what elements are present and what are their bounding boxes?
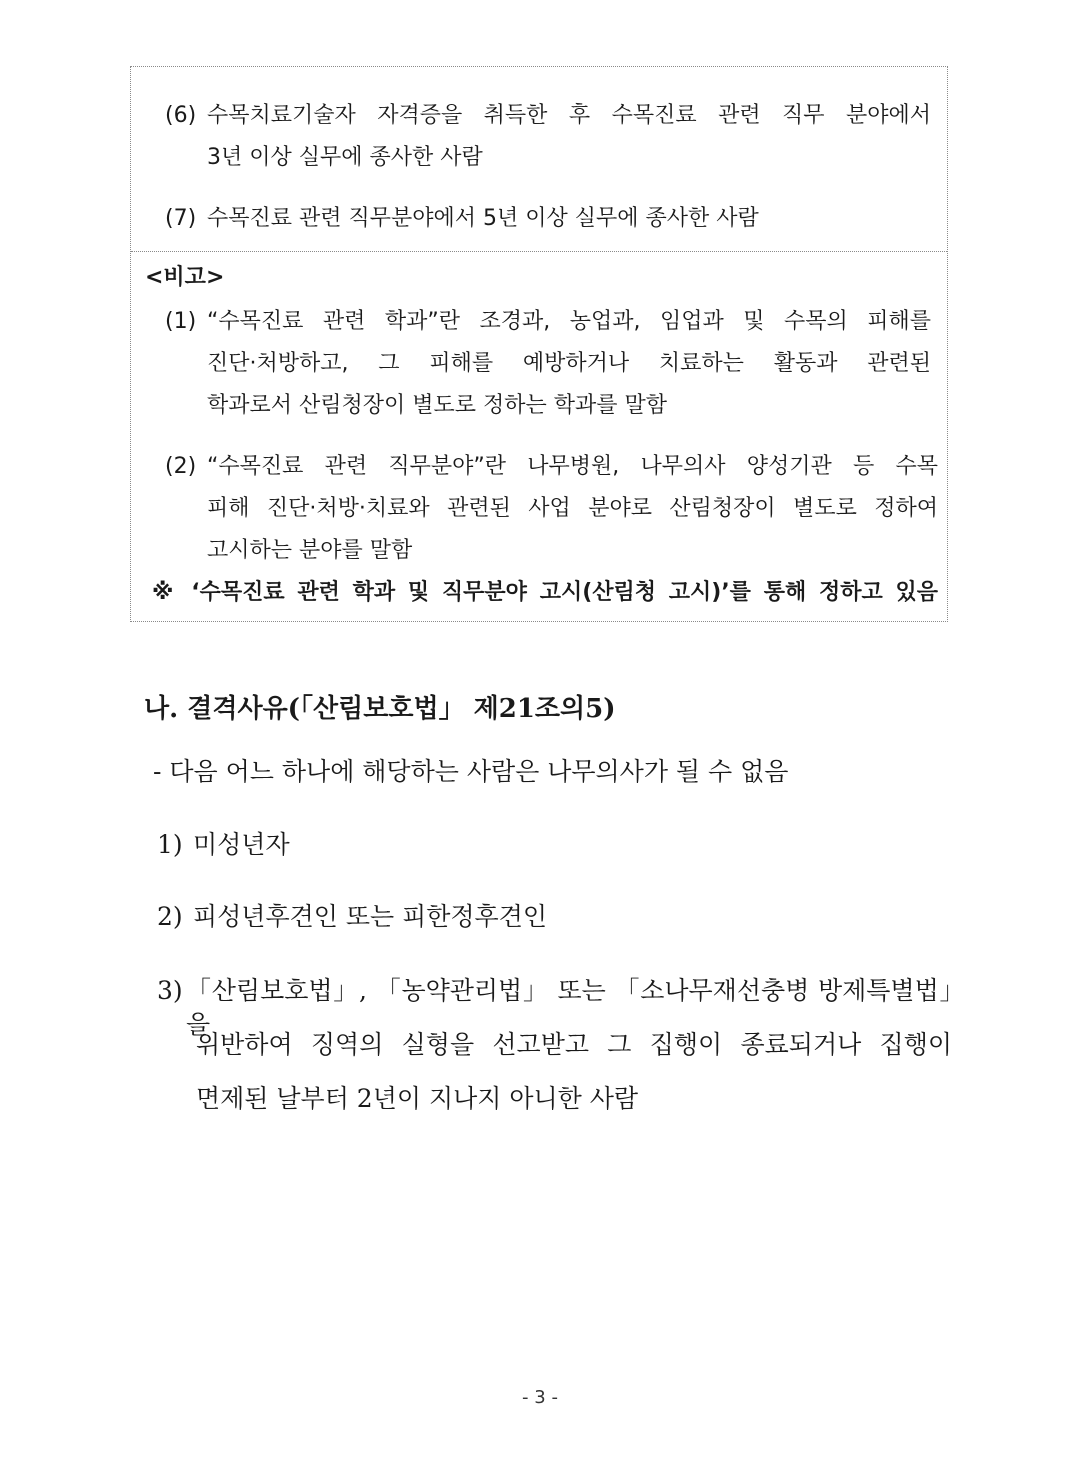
list-item-marker: 1) bbox=[157, 830, 183, 859]
note-marker: (2) bbox=[165, 454, 197, 479]
note-text-line: 고시하는 분야를 말함 bbox=[207, 538, 413, 563]
note-text-line: 진단·처방하고, 그 피해를 예방하거나 치료하는 활동과 관련된 bbox=[207, 351, 931, 376]
box-divider bbox=[131, 251, 947, 252]
page-number: - 3 - bbox=[522, 1387, 558, 1408]
section-intro: - 다음 어느 하나에 해당하는 사람은 나무의사가 될 수 없음 bbox=[153, 757, 789, 786]
note-text-line: 학과로서 산림청장이 별도로 정하는 학과를 말함 bbox=[207, 393, 668, 418]
item-text-line: 수목치료기술자 자격증을 취득한 후 수목진료 관련 직무 분야에서 bbox=[207, 103, 931, 128]
list-item-text: 피성년후견인 또는 피한정후견인 bbox=[193, 902, 547, 931]
note-text-line: “수목진료 관련 직무분야”란 나무병원, 나무의사 양성기관 등 수목 bbox=[207, 454, 938, 479]
list-item-marker: 3) bbox=[157, 976, 183, 1005]
list-item-marker: 2) bbox=[157, 902, 183, 931]
note-text-line: “수목진료 관련 학과”란 조경과, 농업과, 임업과 및 수목의 피해를 bbox=[207, 309, 931, 334]
item-text-line: 수목진료 관련 직무분야에서 5년 이상 실무에 종사한 사람 bbox=[207, 206, 759, 231]
notice-text: ※ ‘수목진료 관련 학과 및 직무분야 고시(산림청 고시)’를 통해 정하고 있음 bbox=[152, 580, 938, 605]
list-item-text: 면제된 날부터 2년이 지나지 아니한 사람 bbox=[196, 1084, 639, 1113]
section-heading: 나. 결격사유(「산림보호법」 제21조의5) bbox=[144, 694, 616, 724]
note-marker: (1) bbox=[165, 309, 197, 334]
remarks-heading: <비고> bbox=[145, 265, 225, 290]
list-item-text: 미성년자 bbox=[193, 830, 290, 859]
item-marker: (7) bbox=[165, 206, 197, 231]
list-item-text: 「산림보호법」, 「농약관리법」 또는 「소나무재선충병 방제특별법」을 bbox=[186, 976, 952, 1039]
item-text-line: 3년 이상 실무에 종사한 사람 bbox=[207, 145, 483, 170]
note-text-line: 피해 진단·처방·치료와 관련된 사업 분야로 산림청장이 별도로 정하여 bbox=[207, 496, 938, 521]
item-marker: (6) bbox=[165, 103, 197, 128]
list-item-text: 위반하여 징역의 실형을 선고받고 그 집행이 종료되거나 집행이 bbox=[196, 1030, 952, 1059]
